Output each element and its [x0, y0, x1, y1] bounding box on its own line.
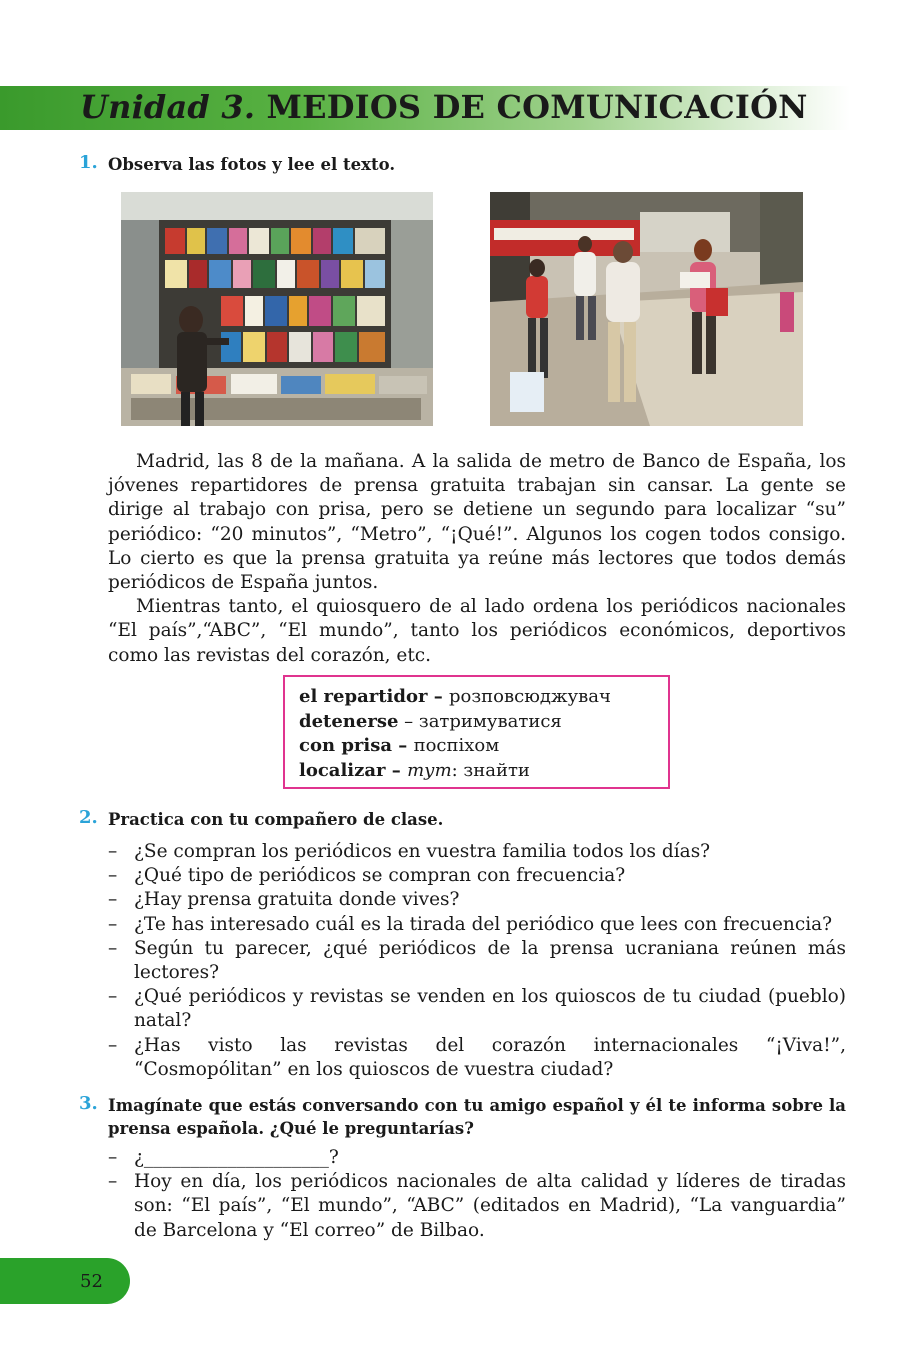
list-dash: –	[108, 841, 118, 862]
vocab-term: el repartidor	[299, 686, 428, 707]
exercise-3-instruction: Imagínate que estás conversando con tu amigo español y él te informa sobre la prensa española. ¿Qué le preguntarías?	[108, 1096, 846, 1138]
page-number: 52	[80, 1271, 103, 1292]
question-text: ¿Se compran los periódicos en vuestra familia todos los días?	[134, 841, 711, 862]
exercise-2-number: 2.	[79, 807, 98, 828]
reading-paragraph: Madrid, las 8 de la mañana. A la salida de metro de Banco de España, los jóvenes repartidores de prensa gratuita trabajan sin cansar. La gente se dirige al trabajo con prisa, pero se detiene un segundo para localizar “su” periódico: “20 minutos”, “Metro”, “¡Qué!”. Algunos los cogen todos consigo. Lo cierto es que la prensa gratuita ya reúne más lectores que todos demás periódicos de España juntos.	[108, 451, 846, 594]
vocab-entry	[299, 710, 654, 735]
vocab-term: con prisa	[299, 735, 393, 756]
vocab-term: detenerse	[299, 710, 399, 732]
question-text: ¿Te has interesado cuál es la tirada del periódico que lees con frecuencia?	[134, 913, 833, 935]
vocab-term: localizar	[299, 759, 386, 781]
list-item	[108, 888, 846, 912]
page-number-tab	[0, 1258, 130, 1304]
list-item	[108, 864, 846, 888]
vocab-translation: : знайти	[451, 759, 530, 781]
unit-heading	[80, 88, 808, 126]
vocab-entry	[299, 685, 654, 710]
list-dash: –	[108, 986, 118, 1008]
vocab-entry	[299, 734, 654, 759]
list-item	[108, 1146, 846, 1170]
vocab-separator: –	[385, 759, 408, 781]
exercise-1-instruction: Observa las fotos y lee el texto.	[108, 155, 396, 174]
list-dash: –	[108, 913, 118, 935]
vocab-translation: затримуватися	[418, 710, 562, 732]
vocab-translation: розповсюджувач	[449, 686, 611, 707]
list-dash: –	[108, 937, 118, 959]
exercise-3-number: 3.	[79, 1093, 98, 1114]
blank-question: ¿____________________?	[134, 1147, 339, 1168]
unit-label: Unidad 3.	[80, 88, 256, 126]
list-dash: –	[108, 1171, 118, 1193]
list-item	[108, 1034, 846, 1082]
vocab-entry	[299, 759, 654, 784]
list-item	[108, 985, 846, 1033]
list-item	[108, 937, 846, 985]
list-item	[108, 1170, 846, 1243]
list-dash: –	[108, 1147, 118, 1168]
vocab-translation: поспіхом	[413, 735, 500, 756]
question-text: ¿Hay prensa gratuita donde vives?	[134, 889, 460, 911]
reading-paragraph: Mientras tanto, el quiosquero de al lado ordena los periódicos nacionales “El país”,“ABC”, “El mundo”, tanto los periódicos económicos, deportivos como las revistas del corazón, etc.	[108, 596, 846, 666]
list-dash: –	[108, 889, 118, 911]
exercise-3-dialogue	[108, 1146, 846, 1243]
vocab-note: тут	[407, 759, 452, 781]
vocab-separator: –	[427, 686, 449, 707]
street-photo	[490, 192, 803, 426]
question-text: ¿Qué periódicos y revistas se venden en los quioscos de tu ciudad (pueblo) natal?	[134, 986, 846, 1032]
list-item	[108, 913, 846, 937]
list-item	[108, 840, 846, 864]
list-dash: –	[108, 1034, 118, 1056]
reading-text	[108, 450, 846, 668]
question-text: ¿Qué tipo de periódicos se compran con frecuencia?	[134, 865, 626, 887]
unit-title: MEDIOS DE COMUNICACIÓN	[266, 88, 808, 126]
vocab-separator: –	[392, 735, 414, 756]
exercise-1-number: 1.	[79, 152, 98, 173]
vocabulary-box	[283, 675, 670, 789]
exercise-2-questions	[108, 840, 846, 1082]
question-text: ¿Has visto las revistas del corazón internacionales “¡Viva!”, “Cosmopólitan” en los quioscos de vuestra ciudad?	[134, 1034, 846, 1080]
question-text: Según tu parecer, ¿qué periódicos de la prensa ucraniana reúnen más lectores?	[134, 937, 846, 984]
list-dash: –	[108, 865, 118, 887]
answer-text: Hoy en día, los periódicos nacionales de alta calidad y líderes de tiradas son: “El país”, “El mundo”, “ABC” (editados en Madrid), “La vanguardia” de Barcelona y “El correo” de Bilbao.	[134, 1171, 846, 1241]
exercise-2-instruction: Practica con tu compañero de clase.	[108, 810, 444, 829]
vocab-separator: –	[398, 710, 419, 732]
kiosk-photo	[121, 192, 433, 426]
